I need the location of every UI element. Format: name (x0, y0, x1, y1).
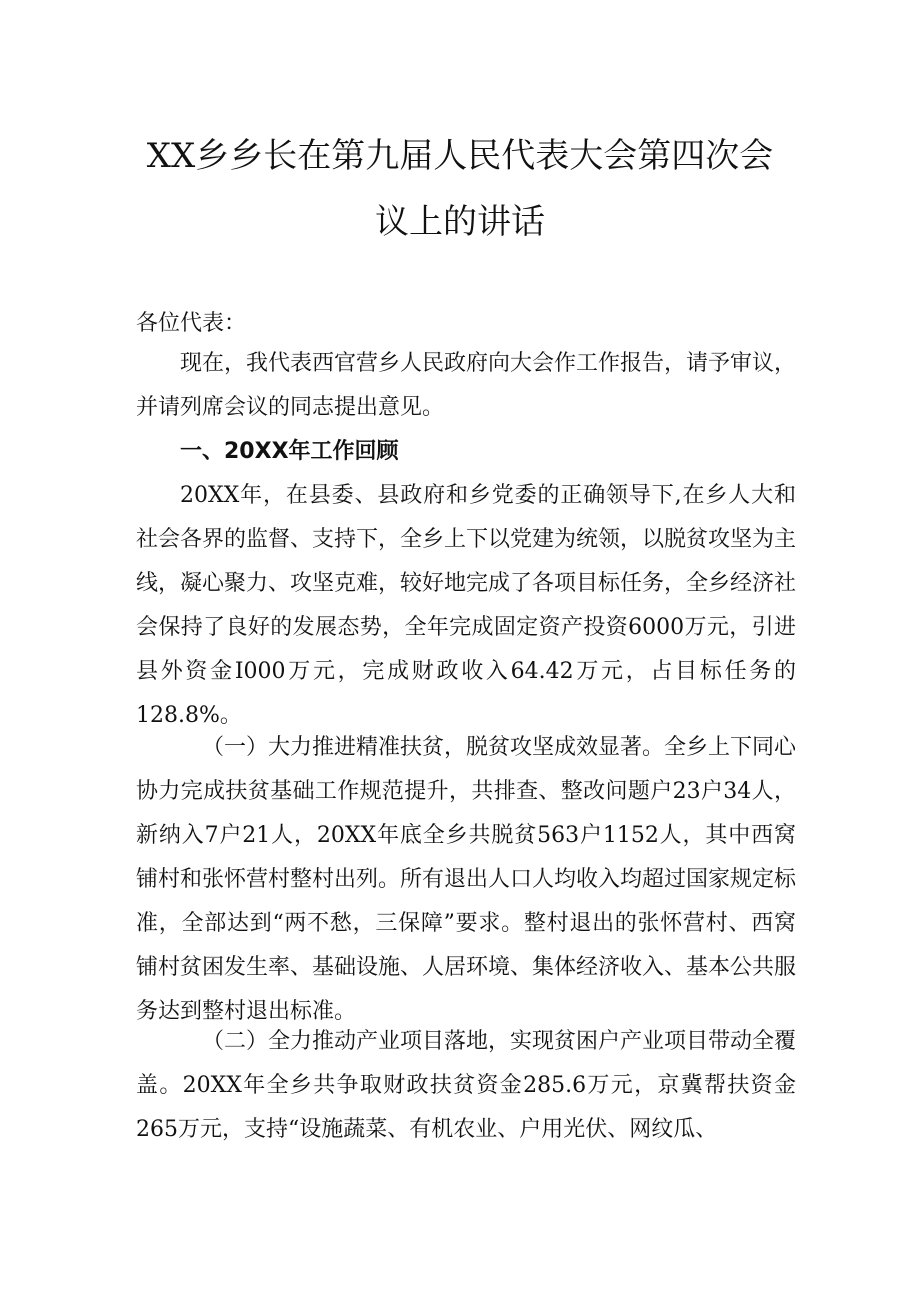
paragraph-poverty-alleviation: （一）大力推进精准扶贫，脱贫攻坚成效显著。全乡上下同心协力完成扶贫基础工作规范提升，共排查、整改问题户23户34人，新纳入7户21人，20XX年底全乡共脱贫563户1152人，其中西窝铺村和张怀营村整村出列。所有退出人口人均收入均超过国家规定标准，全部达到“两不愁，三保障”要求。整村退出的张怀营村、西窝铺村贫困发生率、基础设施、人居环境、集体经济收入、基本公共服务达到整村退出标准。 (136, 735, 797, 1024)
paragraph-annual-summary: 20XX年，在县委、县政府和乡党委的正确领导下,在乡人大和社会各界的监督、支持下，全乡上下以党建为统领，以脱贫攻坚为主线，凝心聚力、攻坚克难，较好地完成了各项目标任务，全乡经济社会保持了良好的发展态势，全年完成固定资产投资6000万元，引进县外资金I000万元，完成财政收入64.42万元，占目标任务的128.8%。 (136, 483, 797, 728)
paragraph-intro: 现在，我代表西官营乡人民政府向大会作工作报告，请予审议，并请列席会议的同志提出意见。 (136, 351, 797, 420)
document-title-line-2: 议上的讲话 (375, 202, 545, 242)
salutation: 各位代表： (136, 311, 247, 336)
paragraph-industry-projects: （二）全力推动产业项目落地，实现贫困户产业项目带动全覆盖。20XX年全乡共争取财政扶贫资金285.6万元，京冀帮扶资金265万元，支持“设施蔬菜、有机农业、户用光伏、网纹瓜、 (136, 1029, 797, 1142)
document-title-line-1: XX乡乡长在第九届人民代表大会第四次会 (146, 136, 774, 176)
section-heading-review: 一、20XX年工作回顾 (180, 439, 399, 464)
